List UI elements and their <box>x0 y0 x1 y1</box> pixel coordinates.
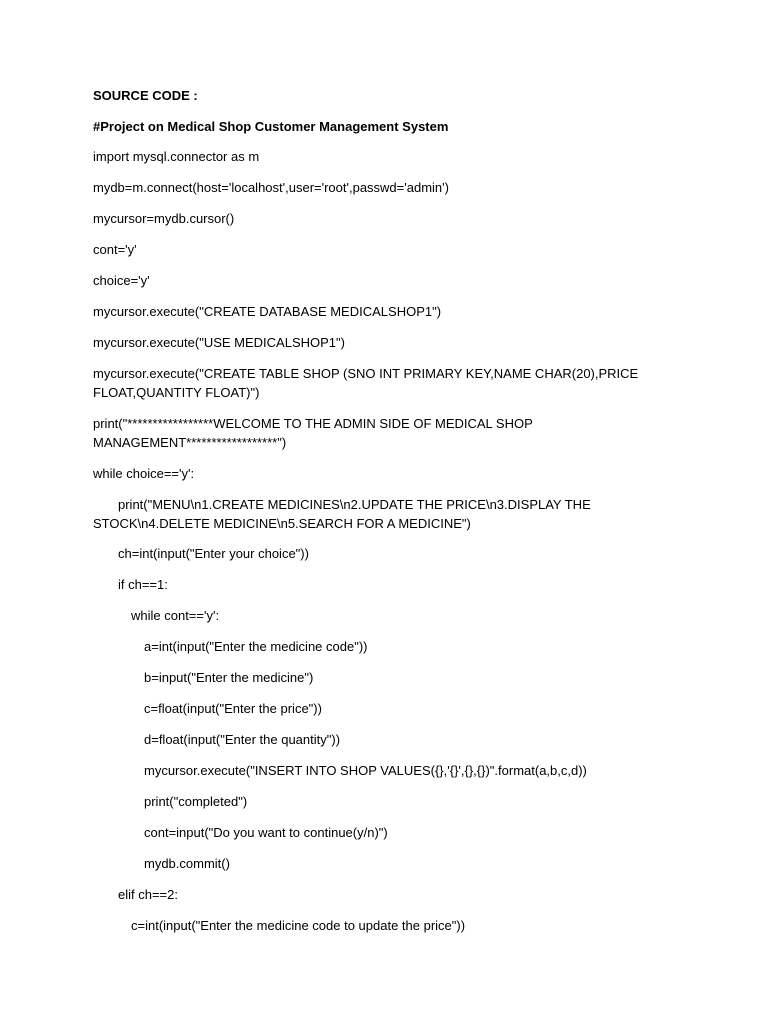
code-line: c=int(input("Enter the medicine code to update the price")) <box>131 918 466 933</box>
code-line: import mysql.connector as m <box>93 149 260 164</box>
code-line: while choice=='y': <box>93 466 195 481</box>
project-title: #Project on Medical Shop Customer Management System <box>93 119 449 134</box>
code-line: while cont=='y': <box>131 608 220 623</box>
code-line: mycursor.execute("INSERT INTO SHOP VALUES({},'{}',{},{})".format(a,b,c,d)) <box>144 763 587 778</box>
code-line: cont=input("Do you want to continue(y/n)") <box>144 825 388 840</box>
code-line: a=int(input("Enter the medicine code")) <box>144 639 368 654</box>
source-code-heading: SOURCE CODE : <box>93 88 198 103</box>
code-line: print("MENU\n1.CREATE MEDICINES\n2.UPDATE THE PRICE\n3.DISPLAY THE STOCK\n4.DELETE MEDICINE\n5.SEARCH FOR A MEDICINE") <box>93 497 595 531</box>
code-line: d=float(input("Enter the quantity")) <box>144 732 341 747</box>
code-line: mycursor.execute("USE MEDICALSHOP1") <box>93 335 345 350</box>
code-line: print("completed") <box>144 794 248 809</box>
code-line: ch=int(input("Enter your choice")) <box>118 546 309 561</box>
code-line: choice='y' <box>93 273 150 288</box>
code-line: b=input("Enter the medicine") <box>144 670 314 685</box>
code-line: cont='y' <box>93 242 137 257</box>
code-line: mycursor.execute("CREATE DATABASE MEDICALSHOP1") <box>93 304 442 319</box>
code-line: c=float(input("Enter the price")) <box>144 701 322 716</box>
code-line: mydb=m.connect(host='localhost',user='root',passwd='admin') <box>93 180 449 195</box>
code-line: print("*****************WELCOME TO THE ADMIN SIDE OF MEDICAL SHOP MANAGEMENT******************") <box>93 416 537 450</box>
code-line: if ch==1: <box>118 577 168 592</box>
code-line: mycursor=mydb.cursor() <box>93 211 235 226</box>
code-line: elif ch==2: <box>118 887 178 902</box>
code-line: mydb.commit() <box>144 856 230 871</box>
code-line: mycursor.execute("CREATE TABLE SHOP (SNO INT PRIMARY KEY,NAME CHAR(20),PRICE FLOAT,QUANTITY FLOAT)") <box>93 366 642 400</box>
